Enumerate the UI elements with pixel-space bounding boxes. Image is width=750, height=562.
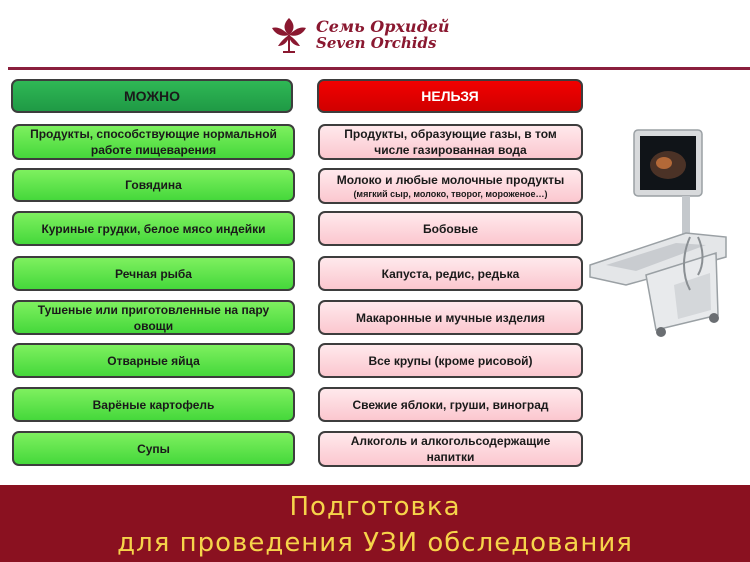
allowed-item: Варёные картофель xyxy=(12,387,295,422)
allowed-item: Говядина xyxy=(12,168,295,202)
forbidden-item: Все крупы (кроме рисовой) xyxy=(318,343,583,378)
allowed-item: Куриные грудки, белое мясо индейки xyxy=(12,211,295,246)
logo-text-en: Seven Orchids xyxy=(316,34,437,52)
forbidden-item: Алкоголь и алкогольсодержащие напитки xyxy=(318,431,583,467)
orchid-logo-icon xyxy=(268,14,310,56)
ultrasound-machine-image xyxy=(586,125,736,340)
forbidden-item: Молоко и любые молочные продукты (мягкий сыр, молоко, творог, мороженое…) xyxy=(318,168,583,204)
allowed-item: Супы xyxy=(12,431,295,466)
allowed-item: Отварные яйца xyxy=(12,343,295,378)
allowed-item: Тушеные или приготовленные на пару овощи xyxy=(12,300,295,335)
forbidden-item: Продукты, образующие газы, в том числе газированная вода xyxy=(318,124,583,160)
forbidden-item: Капуста, редис, редька xyxy=(318,256,583,291)
logo-text-ru: Семь Орхидей xyxy=(316,17,450,36)
forbidden-item: Свежие яблоки, груши, виноград xyxy=(318,387,583,422)
allowed-header: МОЖНО xyxy=(11,79,293,113)
divider-line xyxy=(8,67,750,70)
brand-logo xyxy=(268,12,449,58)
footer-title-line1: Подготовка xyxy=(289,492,461,522)
allowed-item: Продукты, способствующие нормальной работе пищеварения xyxy=(12,124,295,160)
forbidden-item: Бобовые xyxy=(318,211,583,246)
footer-title-line2: для проведения УЗИ обследования xyxy=(117,528,633,558)
forbidden-item: Макаронные и мучные изделия xyxy=(318,300,583,335)
allowed-item: Речная рыба xyxy=(12,256,295,291)
forbidden-item-note: (мягкий сыр, молоко, творог, мороженое…) xyxy=(353,189,548,199)
forbidden-header: НЕЛЬЗЯ xyxy=(317,79,583,113)
